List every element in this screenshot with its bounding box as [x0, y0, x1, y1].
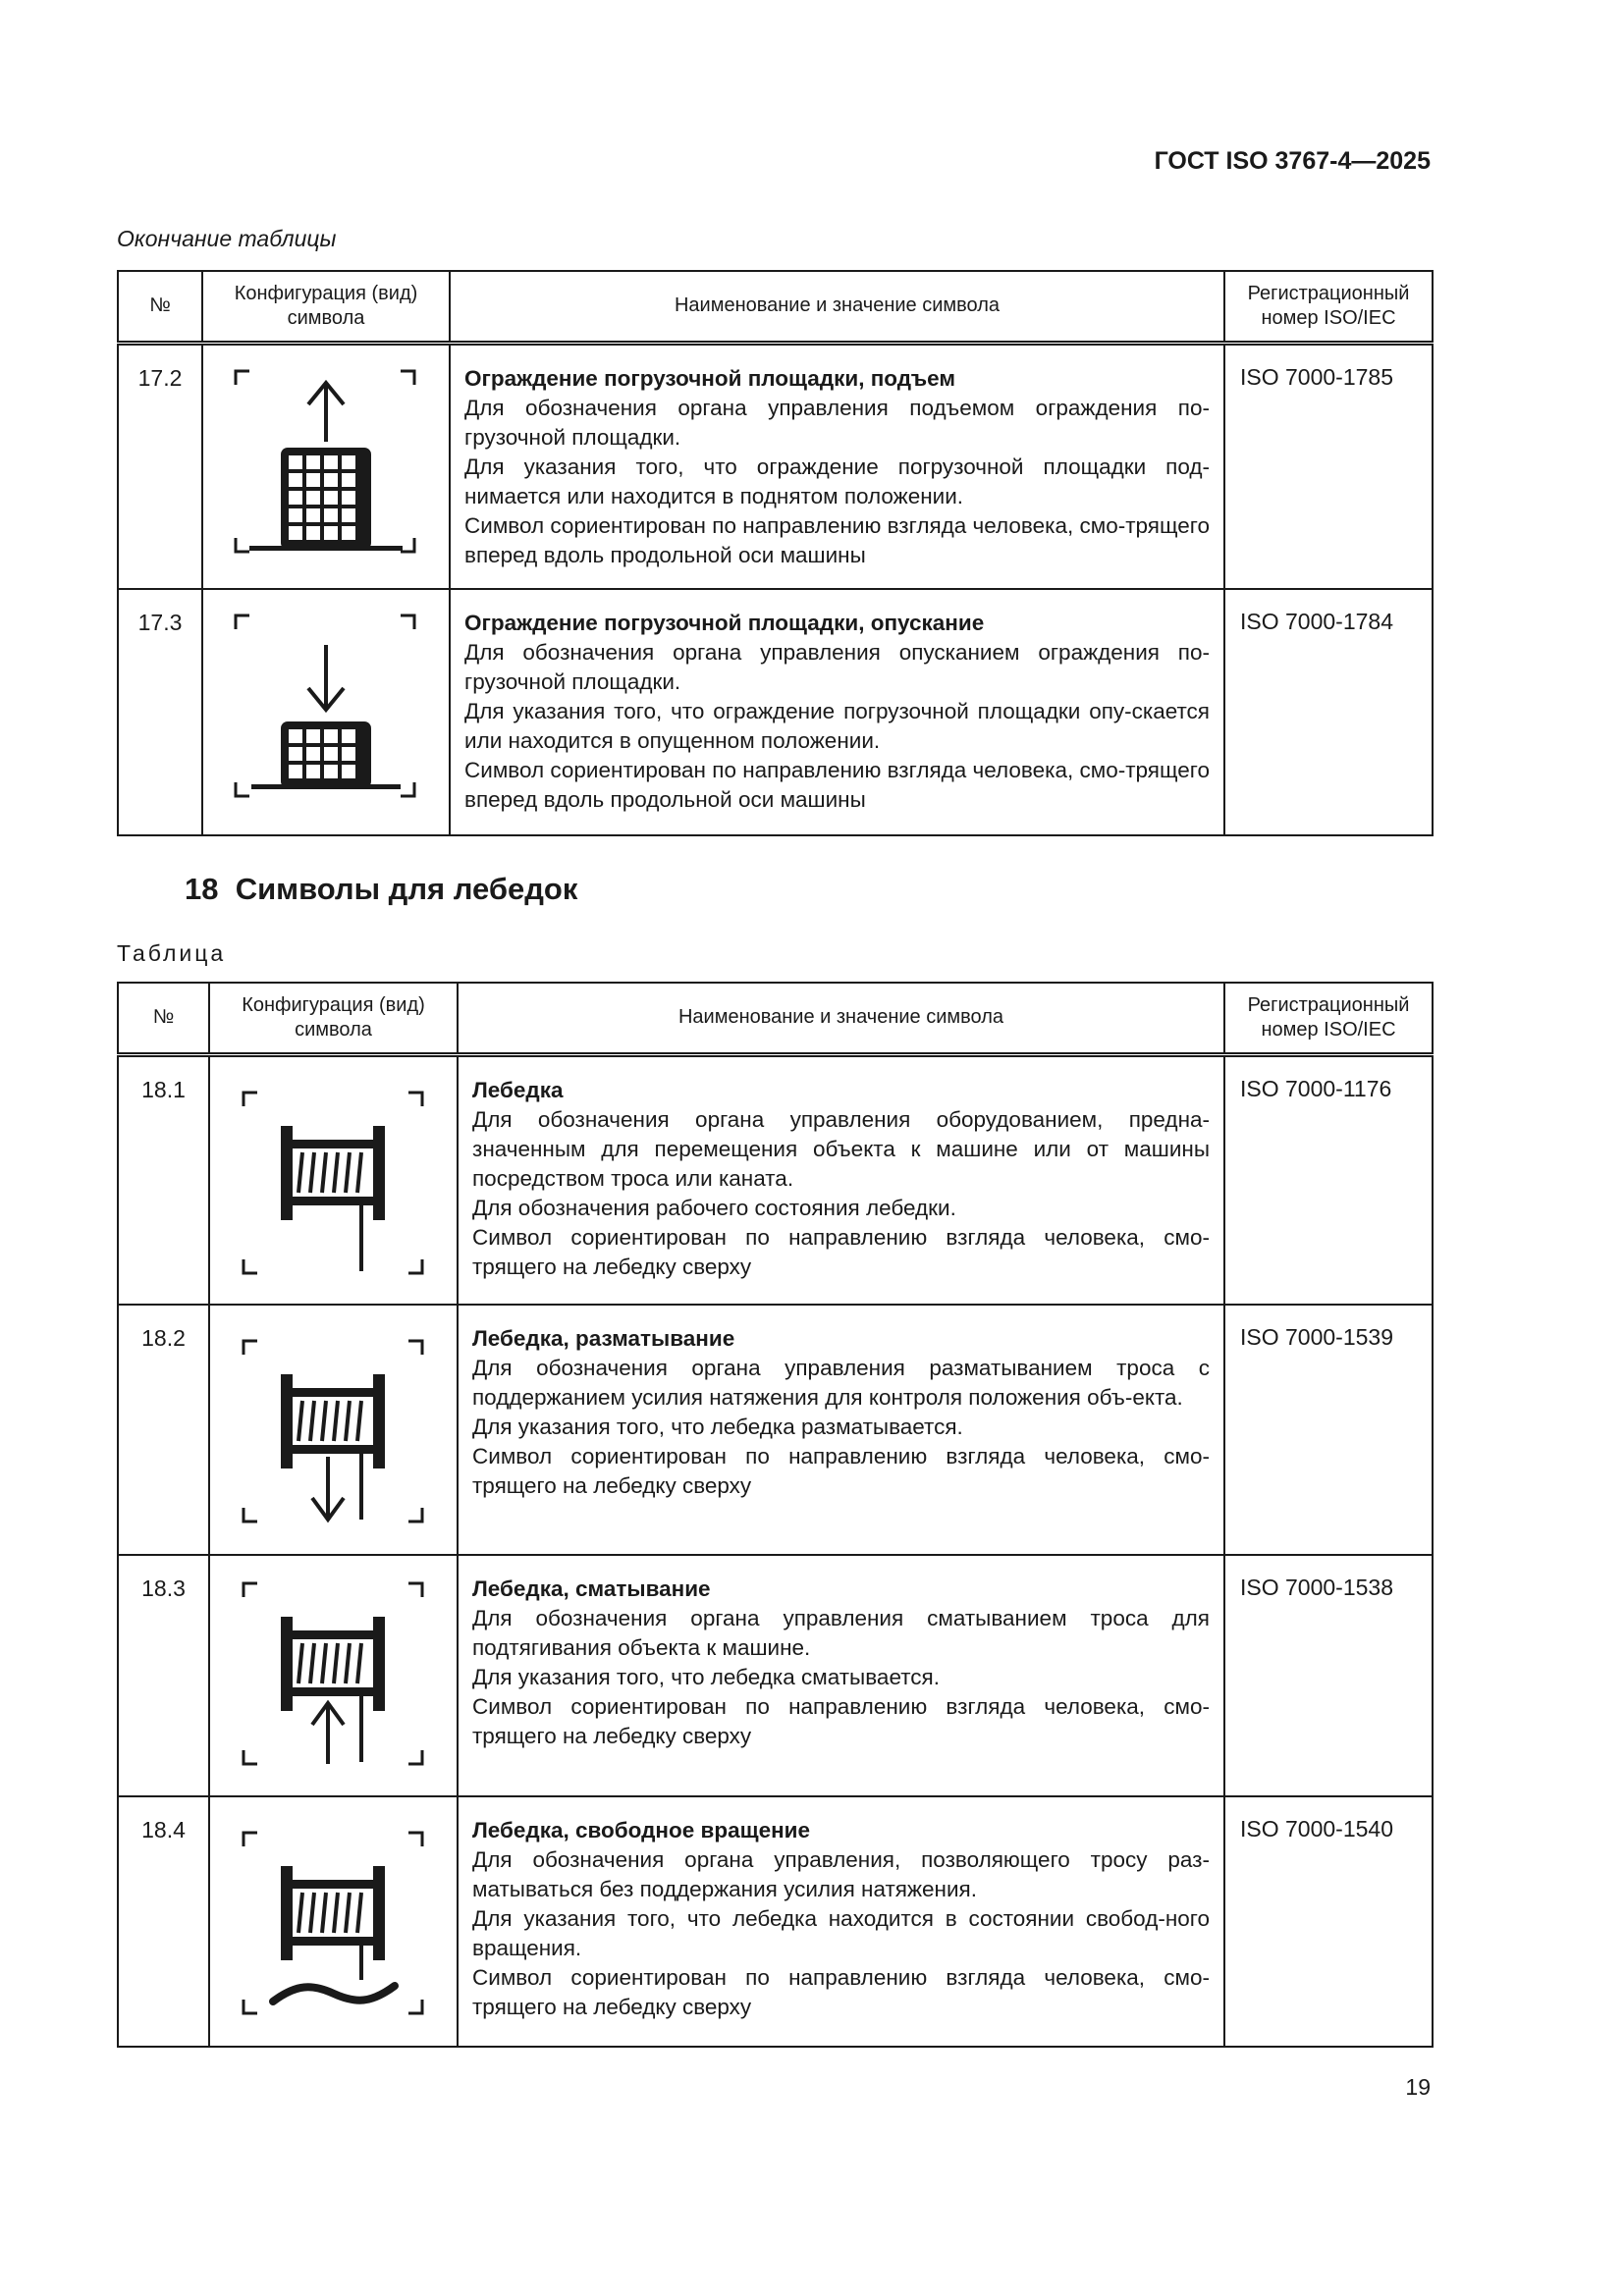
row-number: 17.2 [118, 343, 202, 589]
winch-free-spool-icon [238, 1827, 430, 2023]
table-header-row [118, 271, 1433, 343]
symbol-title: Ограждение погрузочной площадки, опускание [464, 611, 985, 635]
description-line: Для указания того, что лебедка сматывается. [472, 1665, 940, 1689]
registration-number: ISO 7000-1785 [1224, 343, 1433, 589]
symbol-description [458, 1305, 1224, 1555]
symbol-description [450, 343, 1224, 589]
col-header-number: № [118, 983, 209, 1054]
description-line: Символ сориентирован по направлению взгляда человека, смо-трящего вперед вдоль продольной оси машины [464, 758, 1210, 812]
symbol-title: Лебедка [472, 1077, 564, 1102]
col-header-configuration: Конфигурация (вид) символа [202, 271, 450, 343]
table-row [118, 1305, 1433, 1555]
col-header-name-meaning: Наименование и значение символа [458, 983, 1224, 1054]
description-line: Для обозначения органа управления опусканием ограждения по-грузочной площадки. [464, 640, 1210, 694]
page-number: 19 [1405, 2074, 1431, 2100]
description-line: Для указания того, что ограждение погрузочной площадки под-нимается или находится в поднятом положении. [464, 454, 1210, 508]
symbol-cell [209, 1555, 458, 1796]
registration-number: ISO 7000-1540 [1224, 1796, 1433, 2047]
symbol-cell [202, 343, 450, 589]
symbol-title: Лебедка, сматывание [472, 1576, 711, 1601]
description-line: Для указания того, что лебедка находится в состоянии свобод-ного вращения. [472, 1906, 1210, 1960]
symbol-cell [209, 1796, 458, 2047]
col-header-registration: Регистрационный номер ISO/IEC [1224, 271, 1433, 343]
winch-icon [238, 1087, 430, 1283]
symbol-title: Лебедка, свободное вращение [472, 1818, 811, 1842]
description-line: Символ сориентирован по направлению взгляда человека, смо-трящего на лебедку сверху [472, 1444, 1210, 1498]
description-line: Для обозначения органа управления подъемом ограждения по-грузочной площадки. [464, 395, 1210, 450]
row-number: 18.4 [118, 1796, 209, 2047]
table-row [118, 1796, 1433, 2047]
registration-number: ISO 7000-1539 [1224, 1305, 1433, 1555]
col-header-name-meaning: Наименование и значение символа [450, 271, 1224, 343]
symbol-description [450, 589, 1224, 835]
col-header-number: № [118, 271, 202, 343]
row-number: 17.3 [118, 589, 202, 835]
registration-number: ISO 7000-1538 [1224, 1555, 1433, 1796]
symbols-table-17 [117, 270, 1434, 836]
symbol-description [458, 1796, 1224, 2047]
table-header-row [118, 983, 1433, 1054]
description-line: Для указания того, что ограждение погрузочной площадки опу-скается или находится в опущенном положении. [464, 699, 1210, 753]
symbol-description [458, 1054, 1224, 1305]
symbols-table-18 [117, 982, 1434, 2048]
description-line: Для обозначения рабочего состояния лебедки. [472, 1195, 956, 1220]
row-number: 18.1 [118, 1054, 209, 1305]
guard-raise-icon [230, 365, 422, 561]
table-caption: Таблица [117, 940, 227, 966]
description-line: Символ сориентирован по направлению взгляда человека, смо-трящего на лебедку сверху [472, 1694, 1210, 1748]
symbol-description [458, 1555, 1224, 1796]
description-line: Для обозначения органа управления оборудованием, предна-значенным для перемещения объекта к машине или от машины посредством троса или каната. [472, 1106, 1210, 1191]
description-line: Для обозначения органа управления сматыванием троса для подтягивания объекта к машине. [472, 1606, 1210, 1660]
description-line: Для обозначения органа управления, позволяющего тросу раз-матываться без поддержания усилия натяжения. [472, 1847, 1210, 1901]
row-number: 18.3 [118, 1555, 209, 1796]
guard-lower-icon [230, 610, 422, 806]
table-continuation-caption: Окончание таблицы [117, 226, 337, 251]
symbol-cell [209, 1054, 458, 1305]
col-header-configuration: Конфигурация (вид) символа [209, 983, 458, 1054]
document-id: ГОСТ ISO 3767-4—2025 [1154, 147, 1431, 175]
table-row [118, 1054, 1433, 1305]
col-header-registration: Регистрационный номер ISO/IEC [1224, 983, 1433, 1054]
winch-unwind-icon [238, 1335, 430, 1531]
description-line: Символ сориентирован по направлению взгляда человека, смо-трящего на лебедку сверху [472, 1224, 1210, 1279]
symbol-cell [209, 1305, 458, 1555]
row-number: 18.2 [118, 1305, 209, 1555]
description-line: Для обозначения органа управления разматыванием троса с поддержанием усилия натяжения для контроля положения объ-екта. [472, 1356, 1210, 1410]
description-line: Символ сориентирован по направлению взгляда человека, смо-трящего вперед вдоль продольной оси машины [464, 512, 1210, 567]
table-row [118, 1555, 1433, 1796]
symbol-cell [202, 589, 450, 835]
registration-number: ISO 7000-1784 [1224, 589, 1433, 835]
symbol-title: Лебедка, разматывание [472, 1326, 735, 1351]
description-line: Символ сориентирован по направлению взгляда человека, смо-трящего на лебедку сверху [472, 1965, 1210, 2019]
table-row [118, 343, 1433, 589]
registration-number: ISO 7000-1176 [1224, 1054, 1433, 1305]
description-line: Для указания того, что лебедка разматывается. [472, 1415, 963, 1439]
winch-wind-icon [238, 1577, 430, 1774]
section-heading: 18 Символы для лебедок [185, 872, 578, 906]
table-row [118, 589, 1433, 835]
symbol-title: Ограждение погрузочной площадки, подъем [464, 365, 955, 391]
